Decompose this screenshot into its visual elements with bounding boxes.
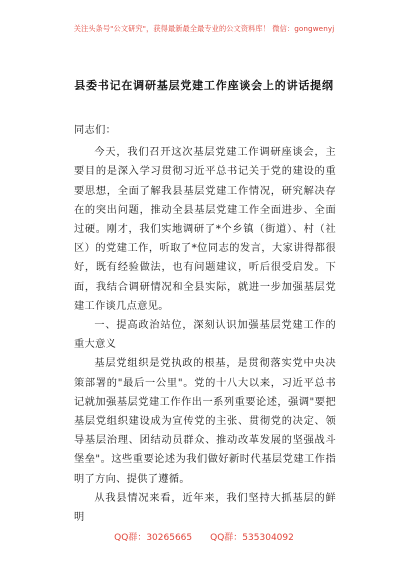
qq-group-1: QQ群：30265665 xyxy=(114,533,193,543)
section-heading-1: 一、提高政治站位，深刻认识加强基层党建工作的重大意义 xyxy=(74,320,336,351)
paragraph-intro: 今天，我们召开这次基层党建工作调研座谈会，主要目的是深入学习贯彻习近平总书记关于党的建设的重要思想，全面了解我县基层党建工作情况，研究解决存在的突出问题，推动全县基层党建工作全面进步、全面过硬。刚才，我们实地调研了*个乡镇（街道）、村（社区）的党建工作，听取了*位同志的发言，大家讲得都很好，既有经验做法，也有问题建议，听后很受启发。下面，我结合调研情况和全县实际，就进一步加强基层党建工作谈几点意见。 xyxy=(74,147,336,312)
paragraph-significance: 基层党组织是党执政的根基，是贯彻落实党中央决策部署的"最后一公里"。党的十八大以来，习近平总书记就加强基层党建工作作出一系列重要论述，强调"要把基层党组织建设成为宣传党的主张、贯彻党的决定、领导基层治理、团结动员群众、推动改革发展的坚强战斗堡垒"。这些重要论述为我们做好新时代基层党建工作指明了方向、提供了遵循。 xyxy=(74,358,336,485)
document-body xyxy=(74,121,336,524)
header-banner: 关注头条号"公文研究"，获得最新最全最专业的公文资料库！ 微信：gongwenyj xyxy=(73,24,335,33)
qq-group-2: QQ群：535304092 xyxy=(210,533,294,543)
footer-contact xyxy=(0,530,408,543)
paragraph-county-status: 从我县情况来看，近年来，我们坚持大抓基层的鲜明 xyxy=(74,492,336,524)
document-title: 县委书记在调研基层党建工作座谈会上的讲话提纲 xyxy=(74,79,334,92)
salutation: 同志们： xyxy=(74,125,117,136)
